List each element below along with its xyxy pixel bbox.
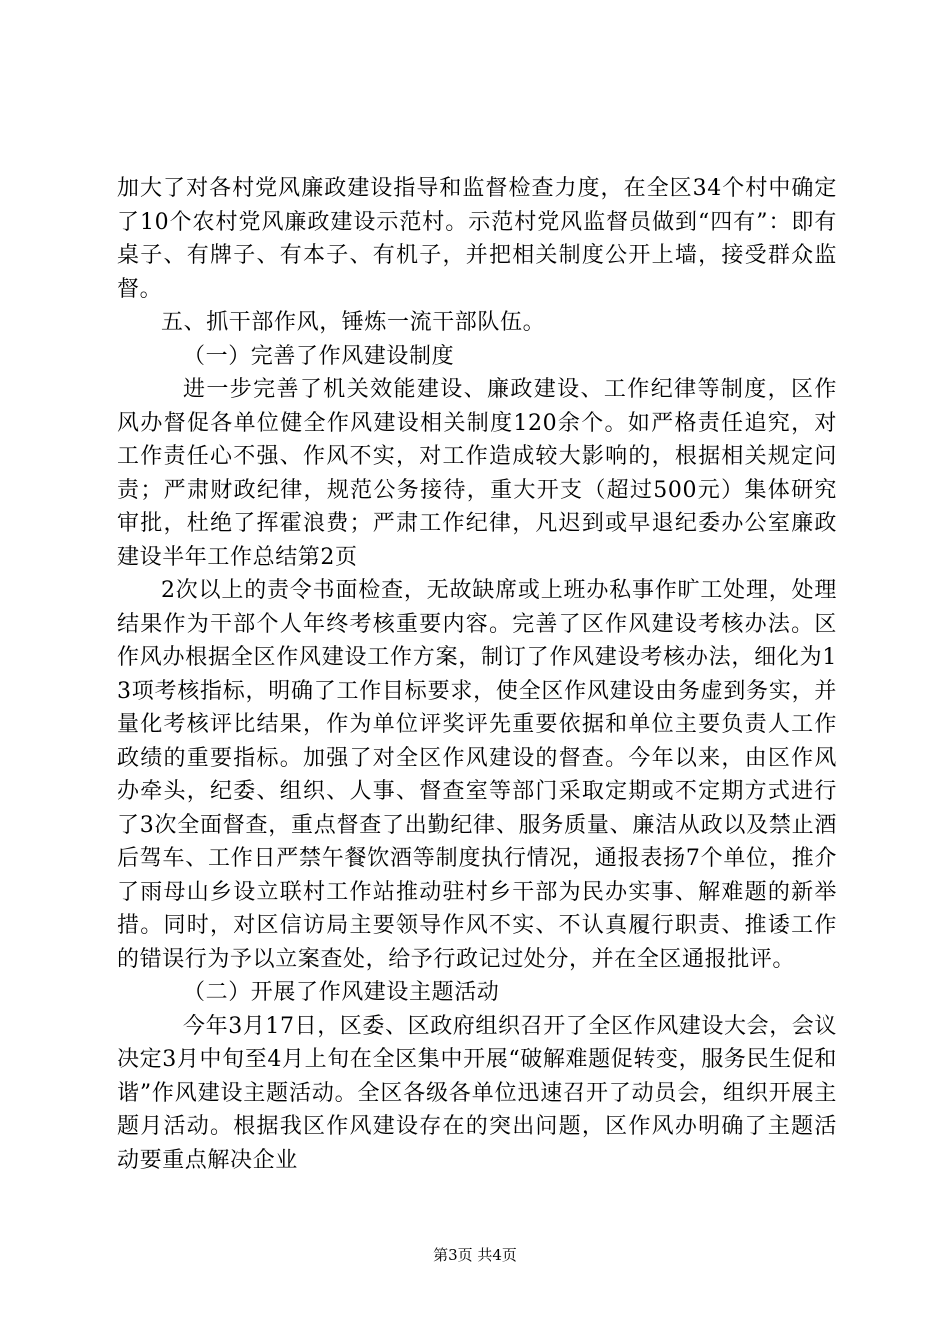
document-body <box>117 172 837 1177</box>
paragraph-village-supervision: 加大了对各村党风廉政建设指导和监督检查力度，在全区34个村中确定了10个农村党风廉政建设示范村。示范村党风监督员做到“四有”：即有桌子、有牌子、有本子、有机子，并把相关制度公开上墙，接受群众监督。 <box>117 176 837 302</box>
section-heading-cadre-style: 五、抓干部作风，锤炼一流干部队伍。 <box>161 310 546 335</box>
subheading-style-system: （一）完善了作风建设制度 <box>183 343 455 369</box>
paragraph-theme-activity: 今年3月17日，区委、区政府组织召开了全区作风建设大会，会议决定3月中旬至4月上旬在全区集中开展“破解难题促转变，服务民生促和谐”作风建设主题活动。全区各级各单位迅速召开了动员会，组织开展主题月活动。根据我区作风建设存在的突出问题，区作风办明确了主题活动要重点解决企业 <box>117 1013 837 1173</box>
paragraph-style-system: 进一步完善了机关效能建设、廉政建设、工作纪律等制度，区作风办督促各单位健全作风建设相关制度120余个。如严格责任追究，对工作责任心不强、作风不实，对工作造成较大影响的，根据相关规定问责；严肃财政纪律，规范公务接待，重大开支（超过500元）集体研究审批，杜绝了挥霍浪费；严肃工作纪律，凡迟到或早退纪委办公室廉政建设半年工作总结第2页 <box>117 377 837 570</box>
page-number-footer: 第3页 共4页 <box>433 1246 517 1264</box>
paragraph-assessment-supervision: 2次以上的责令书面检查，无故缺席或上班办私事作旷工处理，处理结果作为干部个人年终考核重要内容。完善了区作风建设考核办法。区作风办根据全区作风建设工作方案，制订了作风建设考核办法，细化为13项考核指标，明确了工作目标要求，使全区作风建设由务虚到务实，并量化考核评比结果，作为单位评奖评先重要依据和单位主要负责人工作政绩的重要指标。加强了对全区作风建设的督查。今年以来，由区作风办牵头，纪委、组织、人事、督查室等部门采取定期或不定期方式进行了3次全面督查，重点督查了出勤纪律、服务质量、廉洁从政以及禁止酒后驾车、工作日严禁午餐饮酒等制度执行情况，通报表扬7个单位，推介了雨母山乡设立联村工作站推动驻村乡干部为民办实事、解难题的新举措。同时，对区信访局主要领导作风不实、不认真履行职责、推诿工作的错误行为予以立案查处，给予行政记过处分，并在全区通报批评。 <box>117 578 837 972</box>
subheading-theme-activity: （二）开展了作风建设主题活动 <box>183 980 500 1005</box>
